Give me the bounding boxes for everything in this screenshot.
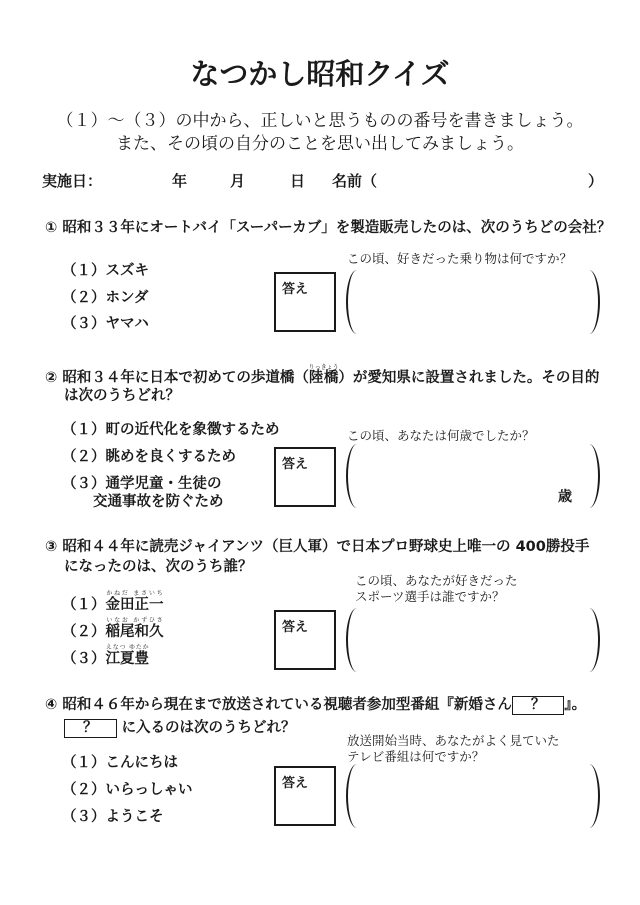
month-label: 月 xyxy=(230,172,246,190)
q3-answer-box[interactable]: 答え xyxy=(274,610,336,670)
left-paren xyxy=(346,270,368,334)
instruction-line-2: また、その頃の自分のことを思い出してみましょう。 xyxy=(116,134,524,154)
q2-answer-box[interactable]: 答え xyxy=(274,447,336,507)
q3-prompt-1: この頃、あなたが好きだった xyxy=(355,573,518,588)
left-paren xyxy=(346,608,368,672)
q4-option-1: （１）こんにちは xyxy=(62,755,178,771)
blank-box: ？ xyxy=(64,719,117,738)
question-4-line-2: ？ に入るのは次のうちどれ？ xyxy=(64,718,296,739)
q1-option-3: （３）ヤマハ xyxy=(62,316,149,332)
q2-option-3: （３）通学児童・生徒の xyxy=(62,476,222,492)
year-label: 年 xyxy=(172,172,188,190)
q1-prompt: この頃、好きだった乗り物は何ですか？ xyxy=(347,251,573,266)
left-paren xyxy=(346,444,368,508)
answer-label: 答え xyxy=(282,282,309,297)
q4-prompt-2: テレビ番組は何ですか？ xyxy=(347,749,485,764)
question-3-line-1: ③ 昭和４４年に読売ジャイアンツ（巨人軍）で日本プロ野球史上唯一の 400勝投手 xyxy=(45,539,590,555)
q4-option-2: （２）いらっしゃい xyxy=(62,782,193,798)
right-paren xyxy=(578,764,600,828)
age-unit: 歳 xyxy=(558,489,572,505)
date-label: 実施日： xyxy=(42,172,103,190)
question-3-line-2: になったのは、次のうち誰？ xyxy=(64,559,253,575)
name-close: ） xyxy=(588,172,604,190)
q2-option-1: （１）町の近代化を象徴するため xyxy=(62,422,280,438)
blank-box: ？ xyxy=(512,696,565,715)
q2-option-2: （２）眺めを良くするため xyxy=(62,449,236,465)
q4-prompt-1: 放送開始当時、あなたがよく見ていた xyxy=(347,733,560,748)
q1-option-1: （１）スズキ xyxy=(62,263,149,279)
q3-option-2: （２）稲尾和久いなお かずひさ xyxy=(62,617,164,640)
question-2-line-2: は次のうちどれ？ xyxy=(64,388,180,404)
q1-option-2: （２）ホンダ xyxy=(62,290,149,306)
right-paren xyxy=(578,444,600,508)
q3-option-1: （１）金田正一かねだ まさいち xyxy=(62,590,164,613)
page-title: なつかし昭和クイズ xyxy=(190,57,450,91)
q2-prompt: この頃、あなたは何歳でしたか？ xyxy=(347,428,535,443)
left-paren xyxy=(346,764,368,828)
q3-prompt-2: スポーツ選手は誰ですか？ xyxy=(355,589,505,604)
q4-option-3: （３）ようこそ xyxy=(62,809,164,825)
q3-option-3: （３）江夏豊えなつ ゆたか xyxy=(62,644,149,667)
question-1: ① 昭和３３年にオートバイ「スーパーカブ」を製造販売したのは、次のうちどの会社？ xyxy=(45,220,612,236)
right-paren xyxy=(578,608,600,672)
q4-answer-box[interactable]: 答え xyxy=(274,766,336,826)
right-paren xyxy=(578,270,600,334)
instruction-line-1: （１）〜（３）の中から、正しいと思うものの番号を書きましょう。 xyxy=(56,111,584,131)
name-label: 名前（ xyxy=(332,172,378,190)
q1-answer-box[interactable] xyxy=(274,272,336,332)
question-2-line-1: ② 昭和３４年に日本で初めての歩道橋（陸橋りっきょう）が愛知県に設置されました。その目的 xyxy=(45,364,600,386)
q2-option-3-cont: 交通事故を防ぐため xyxy=(93,494,224,510)
day-label: 日 xyxy=(290,172,306,190)
question-4-line-1: ④ 昭和４６年から現在まで放送されている視聴者参加型番組『新婚さん ？ 』。 xyxy=(45,697,587,713)
